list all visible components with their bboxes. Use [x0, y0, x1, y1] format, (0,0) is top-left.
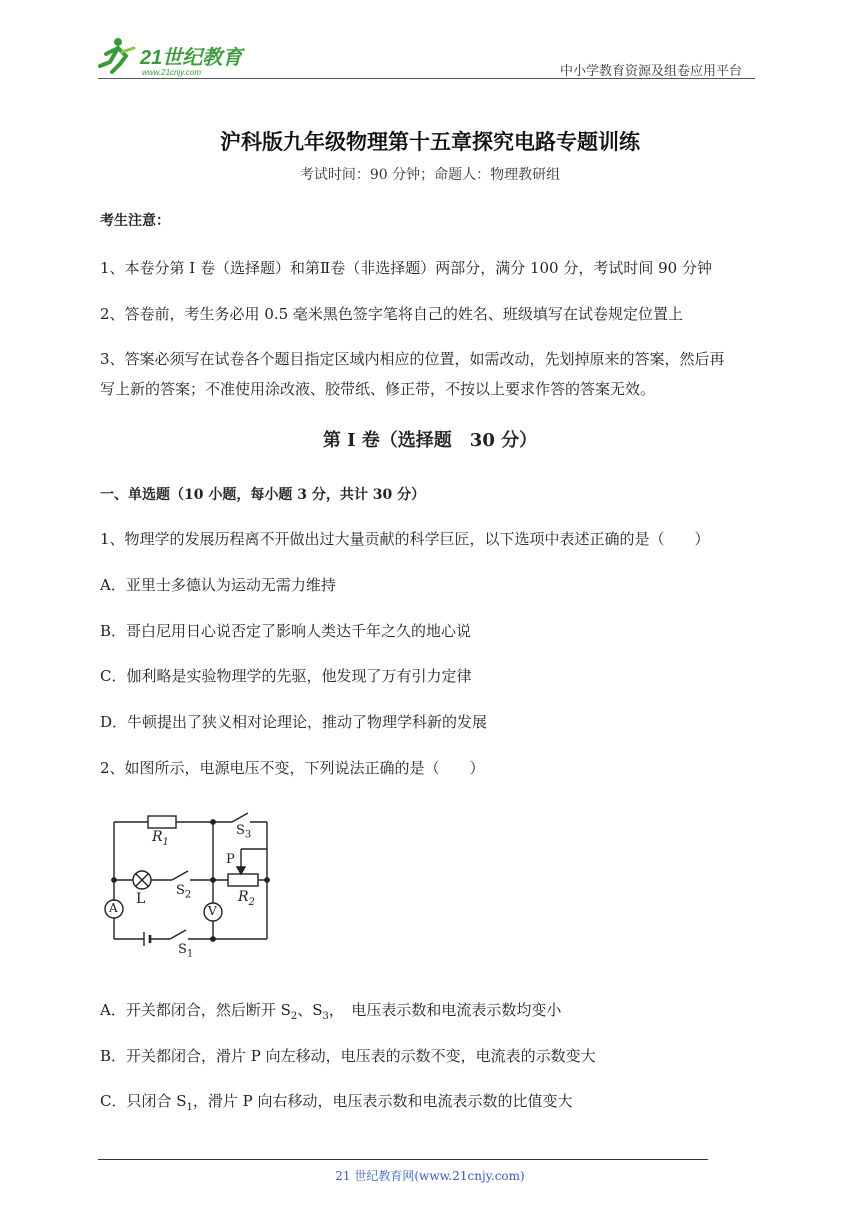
- question-1-option-d: D．牛顿提出了狭义相对论理论，推动了物理学科新的发展: [100, 713, 488, 731]
- notice-heading: 考生注意：: [100, 213, 170, 229]
- label-l: L: [136, 891, 146, 907]
- question-1-stem: 1、物理学的发展历程离不开做出过大量贡献的科学巨匠，以下选项中表述正确的是（ ）: [100, 530, 710, 548]
- switch-s3: [232, 813, 248, 822]
- notice-item-continued: 写上新的答案；不准使用涂改液、胶带纸、修正带，不按以上要求作答的答案无效。: [100, 380, 656, 398]
- label-s3: $S_3$: [236, 823, 252, 841]
- footer-link[interactable]: 21 世纪教育网(www.21cnjy.com): [335, 1169, 525, 1183]
- notice-item: 3、答案必须写在试卷各个题目指定区域内相应的位置，如需改动，先划掉原来的答案，然后再: [100, 350, 725, 368]
- label-p: P: [226, 852, 235, 867]
- label-a: A: [109, 901, 118, 915]
- label-s2: $S_2$: [176, 883, 192, 901]
- svg-text:21世纪教育: 21世纪教育: [140, 47, 243, 69]
- switch-s2: [172, 871, 188, 880]
- exam-meta: 考试时间：90 分钟；命题人：物理教研组: [299, 167, 561, 183]
- junction: [112, 878, 116, 882]
- question-2-option-b: B．开关都闭合，滑片 P 向左移动，电压表的示数不变，电流表的示数变大: [100, 1047, 596, 1065]
- question-2-option-c: C．只闭合 $S_1$，滑片 P 向右移动，电压表示数和电流表示数的比值变大: [100, 1092, 573, 1113]
- label-v: V: [208, 904, 217, 918]
- junction: [265, 878, 269, 882]
- question-1-option-b: B．哥白尼用日心说否定了影响人类达千年之久的地心说: [100, 622, 472, 640]
- site-logo: [96, 34, 256, 78]
- label-s1: $S_1$: [178, 942, 194, 960]
- switch-s1: [170, 930, 186, 939]
- footer-divider: [98, 1159, 708, 1160]
- circuit-diagram: [100, 805, 280, 970]
- question-2-stem: 2、如图所示，电源电压不变，下列说法正确的是（ ）: [100, 759, 485, 777]
- label-r2: $R_2$: [238, 889, 255, 908]
- section-subtitle: 一、单选题（10 小题，每小题 3 分，共计 30 分）: [100, 487, 426, 503]
- resistor-r1: [148, 816, 176, 828]
- notice-item: 2、答卷前，考生务必用 0.5 毫米黑色签字笔将自己的姓名、班级填写在试卷规定位置上: [100, 305, 683, 323]
- header-divider: [98, 78, 755, 79]
- question-1-option-a: A．亚里士多德认为运动无需力维持: [100, 576, 336, 594]
- runner-icon: [100, 38, 134, 72]
- svg-text:www.21cnjy.com: www.21cnjy.com: [142, 68, 201, 77]
- question-2-option-a: A．开关都闭合，然后断开 $S_2$、$S_3$， 电压表示数和电流表示数均变小: [100, 1001, 562, 1022]
- question-1-option-c: C．伽利略是实验物理学的先驱，他发现了万有引力定律: [100, 667, 472, 685]
- platform-name: 中小学教育资源及组卷应用平台: [560, 64, 743, 79]
- resistor-r2: [228, 874, 258, 886]
- slider-arrow: [237, 867, 245, 874]
- label-r1: $R_1$: [152, 829, 169, 848]
- section-title: 第 I 卷（选择题 30 分）: [322, 430, 538, 451]
- notice-item: 1、本卷分第 I 卷（选择题）和第Ⅱ卷（非选择题）两部分，满分 100 分，考试时间 90 分钟: [100, 259, 712, 277]
- page-title: 沪科版九年级物理第十五章探究电路专题训练: [220, 129, 640, 154]
